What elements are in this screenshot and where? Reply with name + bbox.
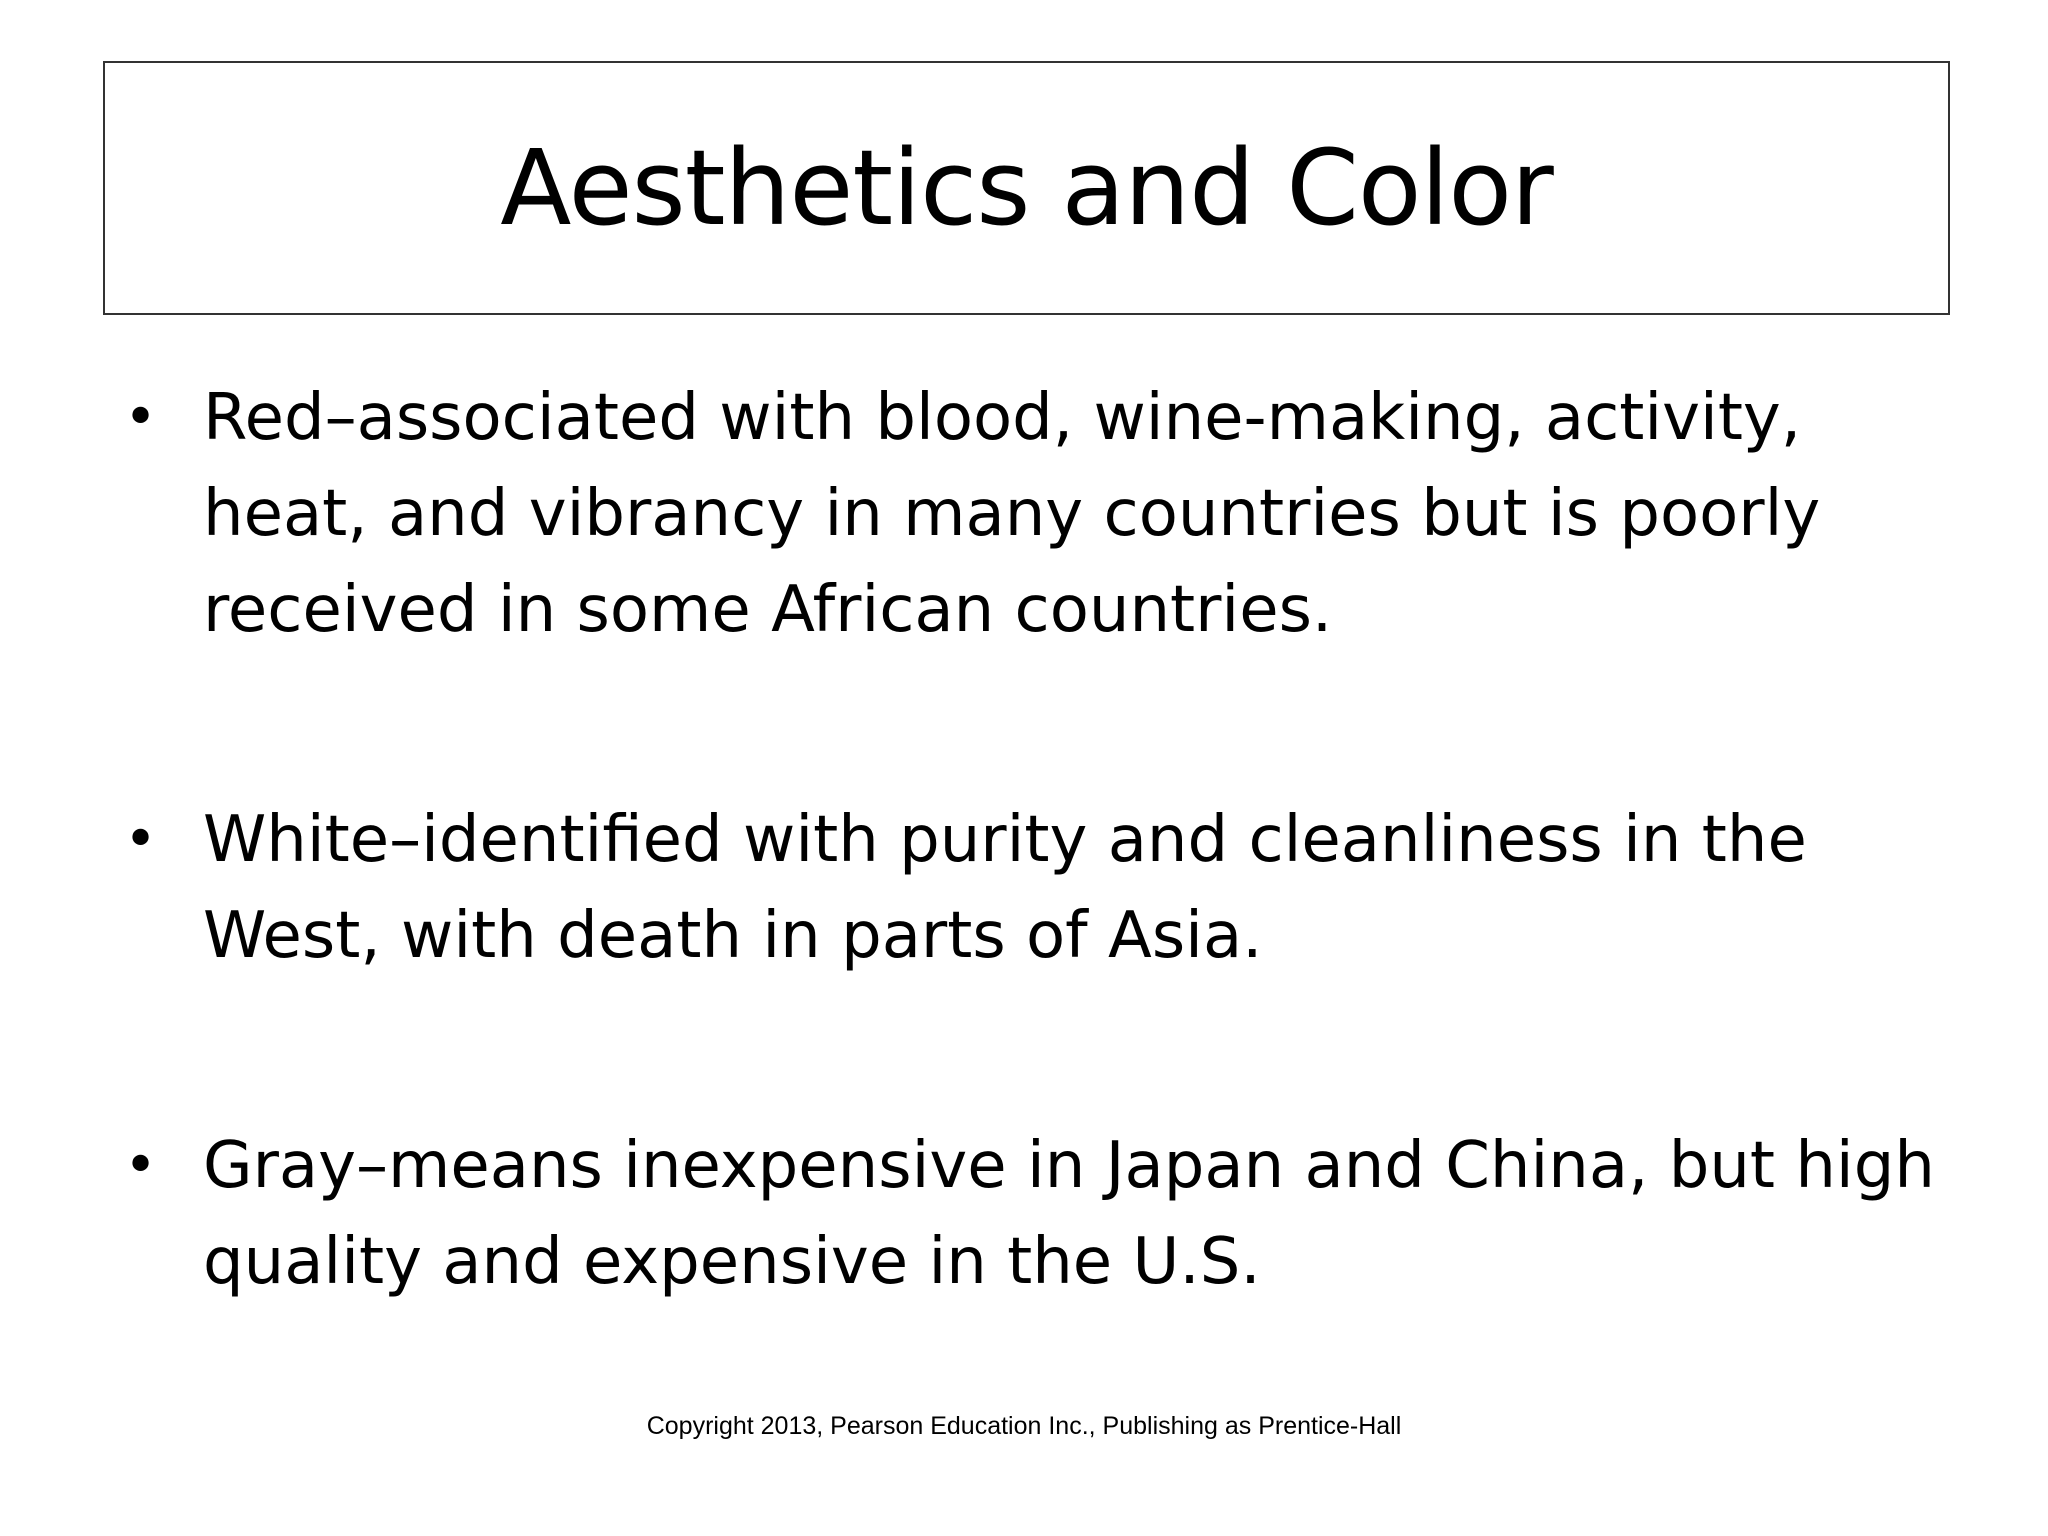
bullet-text: Gray–means inexpensive in Japan and China, but high quality and expensive in the U.S. [203,1129,1935,1299]
list-item [120,1118,1940,1310]
title-box [103,61,1950,315]
list-item [120,792,1940,984]
list-item [120,370,1940,658]
bullet-text: Red–associated with blood, wine-making, activity, heat, and vibrancy in many countries but is poorly received in some African countries. [203,381,1821,647]
bullet-icon: • [124,807,158,872]
slide-title: Aesthetics and Color [500,127,1553,249]
bullet-icon: • [124,385,158,450]
copyright-footer: Copyright 2013, Pearson Education Inc., Publishing as Prentice-Hall [646,1412,1402,1440]
bullet-text: White–identified with purity and cleanliness in the West, with death in parts of Asia. [203,803,1807,973]
bullet-icon: • [124,1133,158,1198]
